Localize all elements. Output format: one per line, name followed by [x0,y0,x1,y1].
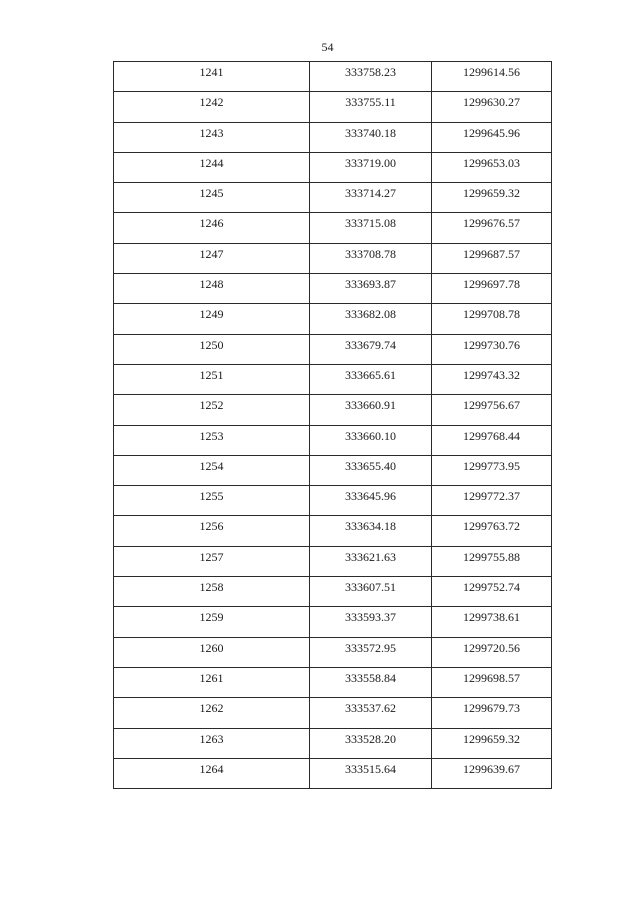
point-number-cell [114,243,310,273]
cell-text: 1248 [199,277,224,292]
y-coordinate-cell [432,334,552,364]
cell-text: 333708.78 [345,246,396,261]
x-coordinate-cell [310,577,432,607]
point-number-cell [114,607,310,637]
cell-text: 1299743.32 [463,367,520,382]
point-number-cell [114,455,310,485]
table-row [114,758,552,788]
cell-text: 1253 [199,428,224,443]
x-coordinate-cell [310,62,432,92]
point-number-cell [114,516,310,546]
x-coordinate-cell [310,607,432,637]
y-coordinate-cell [432,62,552,92]
cell-text: 1263 [199,731,224,746]
x-coordinate-cell [310,213,432,243]
cell-text: 1264 [199,761,224,776]
point-number-cell [114,395,310,425]
cell-text: 1299720.56 [463,640,520,655]
point-number-cell [114,92,310,122]
table-row [114,122,552,152]
point-number-cell [114,274,310,304]
x-coordinate-cell [310,516,432,546]
y-coordinate-cell [432,607,552,637]
table-row [114,92,552,122]
cell-text: 333621.63 [345,549,396,564]
cell-text: 333528.20 [345,731,396,746]
table-body [114,62,552,789]
cell-text: 333665.61 [345,367,396,382]
cell-text: 1299639.67 [463,761,520,776]
x-coordinate-cell [310,637,432,667]
y-coordinate-cell [432,486,552,516]
point-number-cell [114,577,310,607]
cell-text: 333515.64 [345,761,396,776]
point-number-cell [114,546,310,576]
y-coordinate-cell [432,728,552,758]
cell-text: 1258 [199,580,224,595]
table-row [114,698,552,728]
point-number-cell [114,425,310,455]
cell-text: 1261 [199,670,224,685]
cell-text: 333719.00 [345,155,396,170]
y-coordinate-cell [432,667,552,697]
y-coordinate-cell [432,304,552,334]
table-row [114,304,552,334]
cell-text: 1259 [199,610,224,625]
x-coordinate-cell [310,243,432,273]
cell-text: 1254 [199,458,224,473]
cell-text: 333740.18 [345,125,396,140]
y-coordinate-cell [432,274,552,304]
cell-text: 333655.40 [345,458,396,473]
x-coordinate-cell [310,92,432,122]
cell-text: 1262 [199,701,224,716]
cell-text: 1299756.67 [463,398,520,413]
cell-text: 1299752.74 [463,580,520,595]
cell-text: 1299730.76 [463,337,520,352]
table-row [114,637,552,667]
cell-text: 333537.62 [345,701,396,716]
cell-text: 1246 [199,216,224,231]
point-number-cell [114,758,310,788]
table-row [114,667,552,697]
point-number-cell [114,486,310,516]
cell-text: 1299772.37 [463,489,520,504]
y-coordinate-cell [432,183,552,213]
cell-text: 1299697.78 [463,277,520,292]
y-coordinate-cell [432,213,552,243]
cell-text: 1241 [199,65,224,79]
cell-text: 1251 [199,367,224,382]
cell-text: 1299763.72 [463,519,520,534]
point-number-cell [114,364,310,394]
point-number-cell [114,152,310,182]
x-coordinate-cell [310,546,432,576]
table-row [114,486,552,516]
cell-text: 333634.18 [345,519,396,534]
cell-text: 333679.74 [345,337,396,352]
cell-text: 1242 [199,95,224,110]
cell-text: 333593.37 [345,610,396,625]
cell-text: 1299676.57 [463,216,520,231]
table-row [114,455,552,485]
y-coordinate-cell [432,758,552,788]
cell-text: 333682.08 [345,307,396,322]
x-coordinate-cell [310,334,432,364]
x-coordinate-cell [310,122,432,152]
table-row [114,243,552,273]
cell-text: 1299659.32 [463,731,520,746]
cell-text: 1299708.78 [463,307,520,322]
cell-text: 333558.84 [345,670,396,685]
y-coordinate-cell [432,637,552,667]
y-coordinate-cell [432,698,552,728]
table-row [114,425,552,455]
cell-text: 1299630.27 [463,95,520,110]
cell-text: 1252 [199,398,224,413]
cell-text: 1299755.88 [463,549,520,564]
table-row [114,213,552,243]
table-row [114,364,552,394]
x-coordinate-cell [310,455,432,485]
table-row [114,395,552,425]
y-coordinate-cell [432,364,552,394]
table-row [114,183,552,213]
cell-text: 1299773.95 [463,458,520,473]
point-number-cell [114,122,310,152]
cell-text: 1243 [199,125,224,140]
cell-text: 1257 [199,549,224,564]
cell-text: 1299698.57 [463,670,520,685]
point-number-cell [114,728,310,758]
cell-text: 333645.96 [345,489,396,504]
cell-text: 333693.87 [345,277,396,292]
y-coordinate-cell [432,243,552,273]
cell-text: 333714.27 [345,186,396,201]
y-coordinate-cell [432,577,552,607]
cell-text: 1299614.56 [463,65,520,79]
cell-text: 1250 [199,337,224,352]
x-coordinate-cell [310,698,432,728]
cell-text: 333715.08 [345,216,396,231]
y-coordinate-cell [432,122,552,152]
cell-text: 1260 [199,640,224,655]
table-row [114,516,552,546]
x-coordinate-cell [310,425,432,455]
cell-text: 1244 [199,155,224,170]
cell-text: 1249 [199,307,224,322]
table-row [114,607,552,637]
cell-text: 333755.11 [345,95,396,110]
point-number-cell [114,213,310,243]
y-coordinate-cell [432,455,552,485]
x-coordinate-cell [310,486,432,516]
point-number-cell [114,698,310,728]
y-coordinate-cell [432,546,552,576]
x-coordinate-cell [310,758,432,788]
cell-text: 333660.91 [345,398,396,413]
cell-text: 333607.51 [345,580,396,595]
point-number-cell [114,667,310,697]
point-number-cell [114,304,310,334]
table-row [114,546,552,576]
point-number-cell [114,62,310,92]
y-coordinate-cell [432,92,552,122]
x-coordinate-cell [310,395,432,425]
cell-text: 1299687.57 [463,246,520,261]
cell-text: 1299768.44 [463,428,520,443]
cell-text: 1245 [199,186,224,201]
table-row [114,334,552,364]
x-coordinate-cell [310,728,432,758]
cell-text: 1299659.32 [463,186,520,201]
point-number-cell [114,334,310,364]
cell-text: 1256 [199,519,224,534]
cell-text: 1299679.73 [463,701,520,716]
page-number: 54 [321,40,334,54]
cell-text: 333572.95 [345,640,396,655]
table-row [114,577,552,607]
table-row [114,62,552,92]
cell-text: 333758.23 [345,65,396,79]
y-coordinate-cell [432,425,552,455]
cell-text: 1255 [199,489,224,504]
y-coordinate-cell [432,395,552,425]
y-coordinate-cell [432,152,552,182]
cell-text: 1299645.96 [463,125,520,140]
x-coordinate-cell [310,183,432,213]
cell-text: 1299738.61 [463,610,520,625]
point-number-cell [114,637,310,667]
x-coordinate-cell [310,274,432,304]
table-row [114,728,552,758]
table-row [114,274,552,304]
table-row [114,152,552,182]
point-number-cell [114,183,310,213]
y-coordinate-cell [432,516,552,546]
x-coordinate-cell [310,667,432,697]
cell-text: 333660.10 [345,428,396,443]
x-coordinate-cell [310,304,432,334]
coordinate-table [113,61,552,789]
x-coordinate-cell [310,364,432,394]
x-coordinate-cell [310,152,432,182]
cell-text: 1299653.03 [463,155,520,170]
cell-text: 1247 [199,246,224,261]
